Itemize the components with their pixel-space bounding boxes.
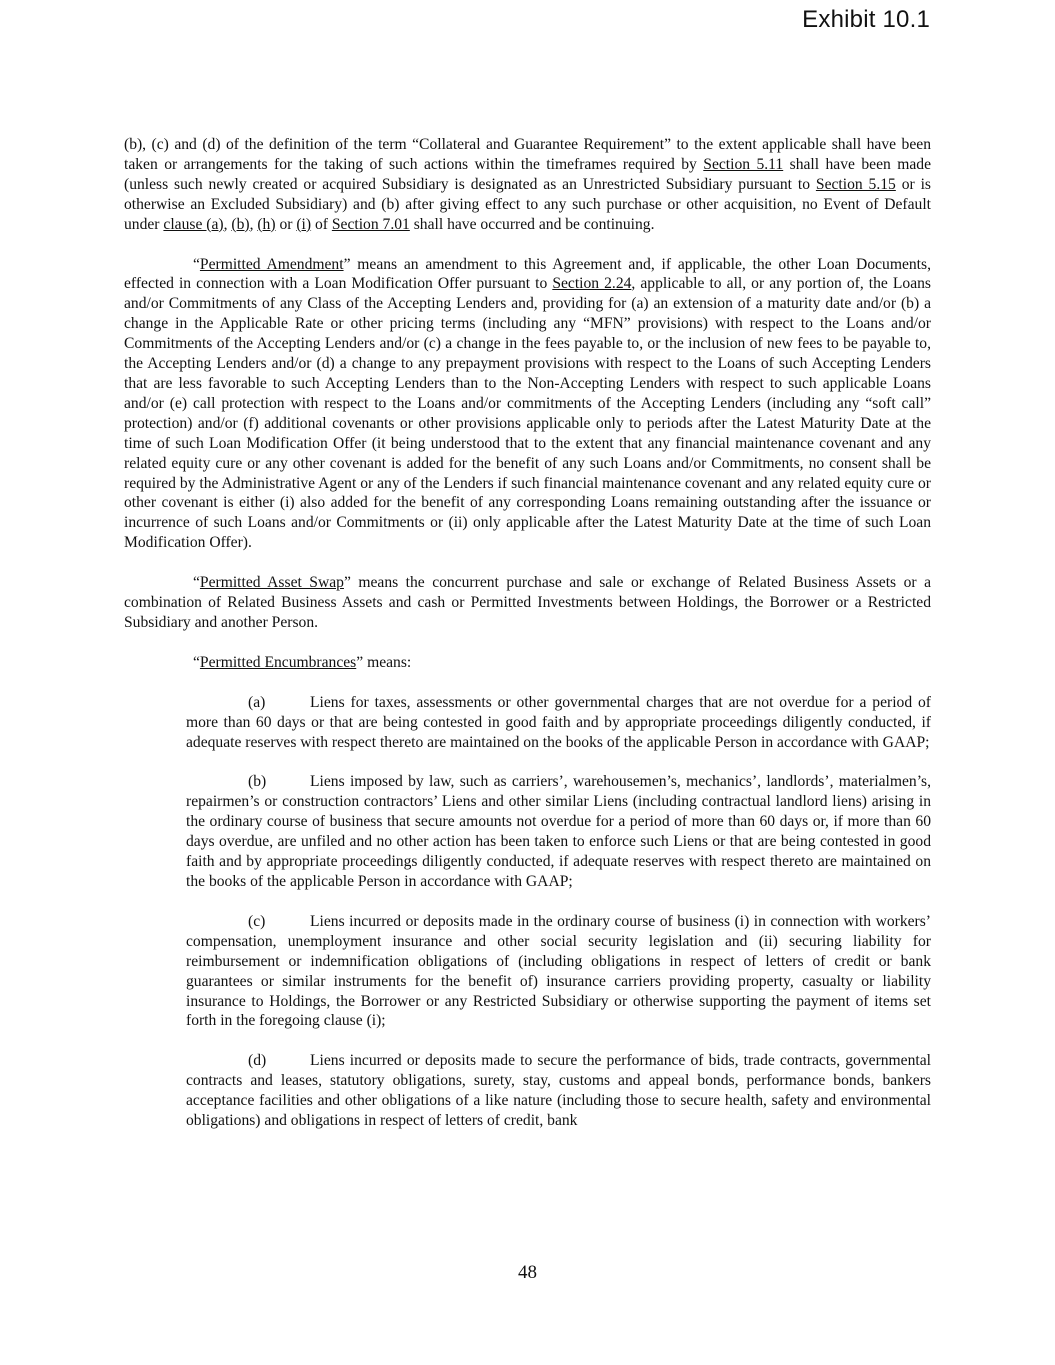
- item-label: (d): [248, 1052, 267, 1070]
- encumbrance-item-b: [186, 772, 931, 891]
- section-reference: Section 5.11: [703, 155, 784, 173]
- defined-term: Permitted Encumbrances: [199, 653, 357, 671]
- encumbrance-item-d: [186, 1051, 931, 1131]
- exhibit-label: Exhibit 10.1: [802, 6, 930, 33]
- section-reference: Section 5.15: [815, 175, 896, 193]
- item-text: Liens incurred or deposits made in the ordinary course of business (i) in connection with workers’ compensation, unemployment insurance and other social security legislation and (ii) securing liability for reimbursement or indemnification obligations of (including obligations in respect of letters of credit or bank guarantees or similar instruments for the benefit of) insurance carriers providing property, casualty or liability insurance to Holdings, the Borrower or any Restricted Subsidiary or otherwise supporting the payment of items set forth in the foregoing clause (i);: [186, 912, 931, 1030]
- encumbrance-item-a: [186, 693, 931, 753]
- defined-term: Permitted Asset Swap: [199, 574, 344, 592]
- clause-reference: (b): [231, 215, 250, 233]
- item-text: Liens imposed by law, such as carriers’, warehousemen’s, mechanics’, landlords’, materialmen’s, repairmen’s or construction contractors’ Liens and other similar Liens (including contractual landlord liens) arising in the ordinary course of business that secure amounts not overdue for a period of more than 60 days or, if more than 60 days overdue, are unfiled and no other action has been taken to enforce such Liens or that are being contested in good faith and by appropriate proceedings diligently conducted, if adequate reserves with respect thereto are maintained on the books of the applicable Person in accordance with GAAP;: [186, 773, 931, 890]
- definition-permitted-encumbrances: “Permitted Encumbrances” means:: [193, 653, 412, 671]
- clause-reference: clause (a): [163, 215, 224, 233]
- defined-term: Permitted Amendment: [199, 255, 344, 273]
- clause-reference: (h): [257, 215, 276, 233]
- item-text: Liens for taxes, assessments or other governmental charges that are not overdue for a period of more than 60 days or that are being contested in good faith and by appropriate proceedings diligently conducted, if adequate reserves with respect thereto are maintained on the books of the applicable Person in accordance with GAAP;: [186, 693, 931, 751]
- section-reference: Section 2.24: [552, 275, 632, 293]
- section-reference: Section 7.01: [331, 215, 410, 233]
- item-label: (a): [248, 693, 266, 711]
- page-number: 48: [518, 1262, 537, 1283]
- definition-permitted-asset-swap: “Permitted Asset Swap” means the concurrent purchase and sale or exchange of Related Business Assets or a combination of Related Business Assets and cash or Permitted Investments between Holdings, the Borrower or a Restricted Subsidiary and another Person.: [124, 574, 931, 631]
- clause-reference: (i): [296, 215, 312, 233]
- item-text: Liens incurred or deposits made to secure the performance of bids, trade contracts, governmental contracts and leases, statutory obligations, surety, stay, customs and appeal bonds, performance bonds, bankers acceptance facilities and other obligations of a like nature (including those to secure health, safety and environmental obligations) and obligations in respect of letters of credit, bank: [186, 1052, 931, 1130]
- paragraph-continuation: (b), (c) and (d) of the definition of the term “Collateral and Guarantee Requirement” to the extent applicable shall have been taken or arrangements for the taking of such actions within the timeframes required by Section 5.11 shall have been made (unless such newly created or acquired Subsidiary is designated as an Unrestricted Subsidiary pursuant to Section 5.15 or is otherwise an Excluded Subsidiary) and (b) after giving effect to any such purchase or other acquisition, no Event of Default under clause (a), (b), (h) or (i) of Section 7.01 shall have occurred and be continuing.: [124, 136, 932, 233]
- document-body: [124, 135, 931, 1151]
- encumbrance-item-c: [186, 912, 931, 1031]
- definition-permitted-amendment: “Permitted Amendment” means an amendment to this Agreement and, if applicable, the other Loan Documents, effected in connection with a Loan Modification Offer pursuant to Section 2.24, applicable to all, or any portion of, the Loans and/or Commitments of any Class of the Accepting Lenders and, providing for (a) an extension of a maturity date and/or (b) a change in the Applicable Rate or other pricing terms (including any “MFN” provisions) with respect to the Loans and/or Commitments of the Accepting Lenders and/or (c) a change in the fees payable to, or the inclusion of new fees to be payable to, the Accepting Lenders and/or (d) a change to any prepayment provisions with respect to the Loans of such Accepting Lenders that are less favorable to such Accepting Lenders than to the Non-Accepting Lenders with respect to such applicable Loans and/or (e) call protection with respect to the Loans and/or commitments of the Accepting Lenders (including any “soft call” protection) and/or (f) additional covenants or other provisions applicable only to periods after the Latest Maturity Date at the time of such Loan Modification Offer (it being understood that to the extent that any financial maintenance covenant and any related equity cure or any other covenant is added for the benefit of any such Loans and/or Commitments, no consent shall be required by the Administrative Agent or any of the Lenders if such financial maintenance covenant and any related equity cure or other covenant is either (i) also added for the benefit of any corresponding Loans remaining outstanding after the issuance or incurrence of such Loans and/or Commitments or (ii) only applicable after the Latest Maturity Date at the time of such Loan Modification Offer).: [124, 255, 931, 552]
- item-label: (b): [248, 773, 267, 791]
- item-label: (c): [248, 912, 266, 930]
